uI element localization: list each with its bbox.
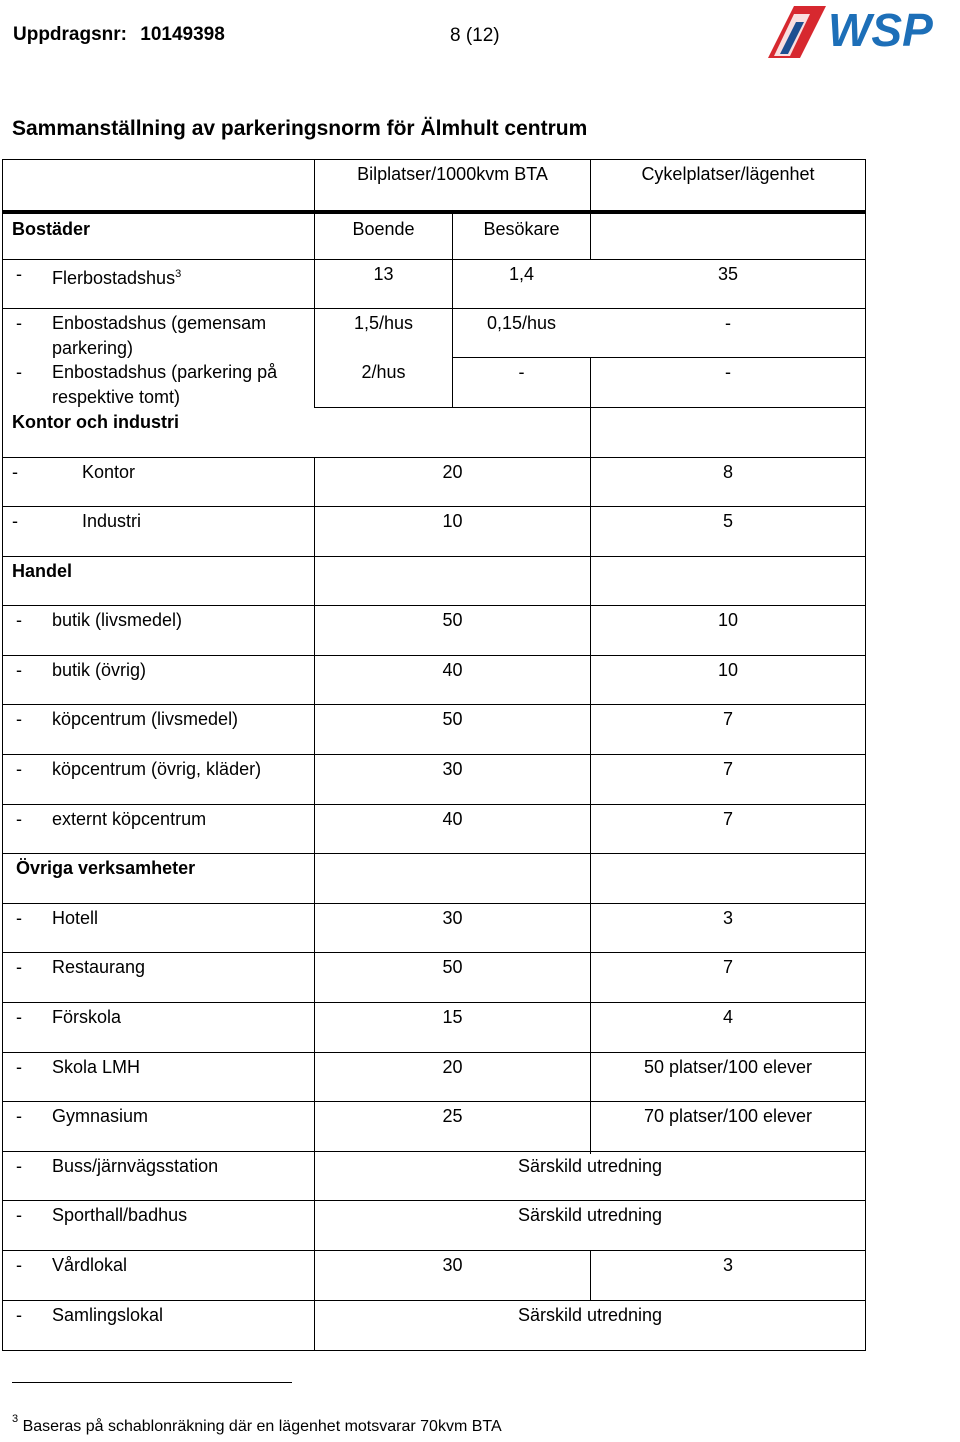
cell-bike: -: [725, 313, 731, 333]
cell-car: 50: [442, 610, 463, 630]
cell-bike: 7: [722, 709, 733, 729]
cell-car: 40: [442, 660, 463, 680]
cell-bike: 5: [722, 511, 733, 531]
cell-bike: 35: [717, 264, 739, 284]
cell-bike: 70 platser/100 elever: [643, 1106, 813, 1126]
cell-merged: Särskild utredning: [517, 1305, 663, 1325]
sub-header-visitor: Besökare: [483, 219, 560, 239]
cell-bike: 4: [722, 1007, 733, 1027]
cell-car: 50: [442, 957, 463, 977]
page-title: Sammanställning av parkeringsnorm för Älmhult centrum: [12, 117, 588, 140]
col-header-bike: Cykelplatser/lägenhet: [641, 164, 815, 184]
cell-bike: 8: [722, 462, 733, 482]
cell-car: 40: [442, 809, 463, 829]
wsp-logo: [766, 0, 960, 62]
cell-bike: 10: [717, 610, 739, 630]
footnote-marker: 3: [12, 1413, 19, 1425]
cell-car: 25: [442, 1106, 463, 1126]
section-office: Kontor och industri: [12, 412, 179, 432]
cell-bike: 3: [722, 1255, 733, 1275]
cell-car: 50: [442, 709, 463, 729]
sub-header-resident: Boende: [352, 219, 415, 239]
cell-car: 20: [442, 462, 463, 482]
cell-car: 15: [442, 1007, 463, 1027]
cell-car: 30: [442, 1255, 463, 1275]
footnote-separator: [12, 1382, 292, 1383]
cell-car: 20: [442, 1057, 463, 1077]
page-number: 8 (12): [450, 25, 500, 46]
cell-merged: Särskild utredning: [517, 1156, 663, 1176]
col-header-car: Bilplatser/1000kvm BTA: [357, 164, 548, 184]
cell-car: 10: [442, 511, 463, 531]
cell-visitor: 0,15/hus: [486, 313, 557, 333]
assignment-value: 10149398: [140, 24, 225, 45]
section-other: Övriga verksamheter: [16, 858, 196, 878]
cell-bike: 7: [722, 957, 733, 977]
cell-bike: 50 platser/100 elever: [643, 1057, 813, 1077]
cell-bike: 7: [722, 759, 733, 779]
cell-bike: 7: [722, 809, 733, 829]
cell-merged: Särskild utredning: [517, 1205, 663, 1225]
section-housing: Bostäder: [12, 219, 91, 239]
cell-car: 30: [442, 908, 463, 928]
cell-car: 30: [442, 759, 463, 779]
footnote-text: Baseras på schablonräkning där en lägenhet motsvarar 70kvm BTA: [22, 1418, 502, 1435]
footnote: [12, 1413, 502, 1436]
assignment-number: [13, 24, 225, 46]
section-retail: Handel: [12, 561, 73, 581]
cell-bike: -: [725, 362, 731, 382]
cell-visitor: -: [518, 362, 525, 382]
cell-resident: 13: [373, 264, 394, 284]
cell-bike: 10: [717, 660, 739, 680]
logo-text: WSP: [828, 4, 933, 56]
cell-resident: 1,5/hus: [353, 313, 414, 333]
cell-resident: 2/hus: [361, 362, 406, 382]
parking-norm-table: Bilplatser/1000kvm BTA Cykelplatser/lägenhet Bostäder Boende Besökare - Flerbostadshus$^3$ 13 1,4 35 - Enbostadshus (gemensam parkering) 1,5/hus 0,15/hus - - Enbostadshus (parkering på respektive tomt) 2/hus - - Kontor och industri - Kontor 20 8 - Industri 10 5 Handel - butik (livsmedel) 50 10 - butik (övrig) 40 10 - köpcentrum (livsmedel) 50 7 - köpcentrum (övrig, kläder) 30 7 - externt köpcentrum 40 7 Övriga verksamheter - Hotell 30 3 - Restaurang 50 7 - Förskola 15 4 - Skola LMH 20 50 platser/100 elever - Gymnasium 25 70 platser/100 elever - Buss/järnvägsstation Särskild utredning - Sporthall/badhus Särskild utredning - Vårdlokal 30 3 - Samlingslokal Särskild utredning: [2, 159, 866, 1351]
cell-visitor: 1,4: [508, 264, 535, 284]
cell-bike: 3: [722, 908, 733, 928]
assignment-label: Uppdragsnr:: [13, 24, 127, 45]
